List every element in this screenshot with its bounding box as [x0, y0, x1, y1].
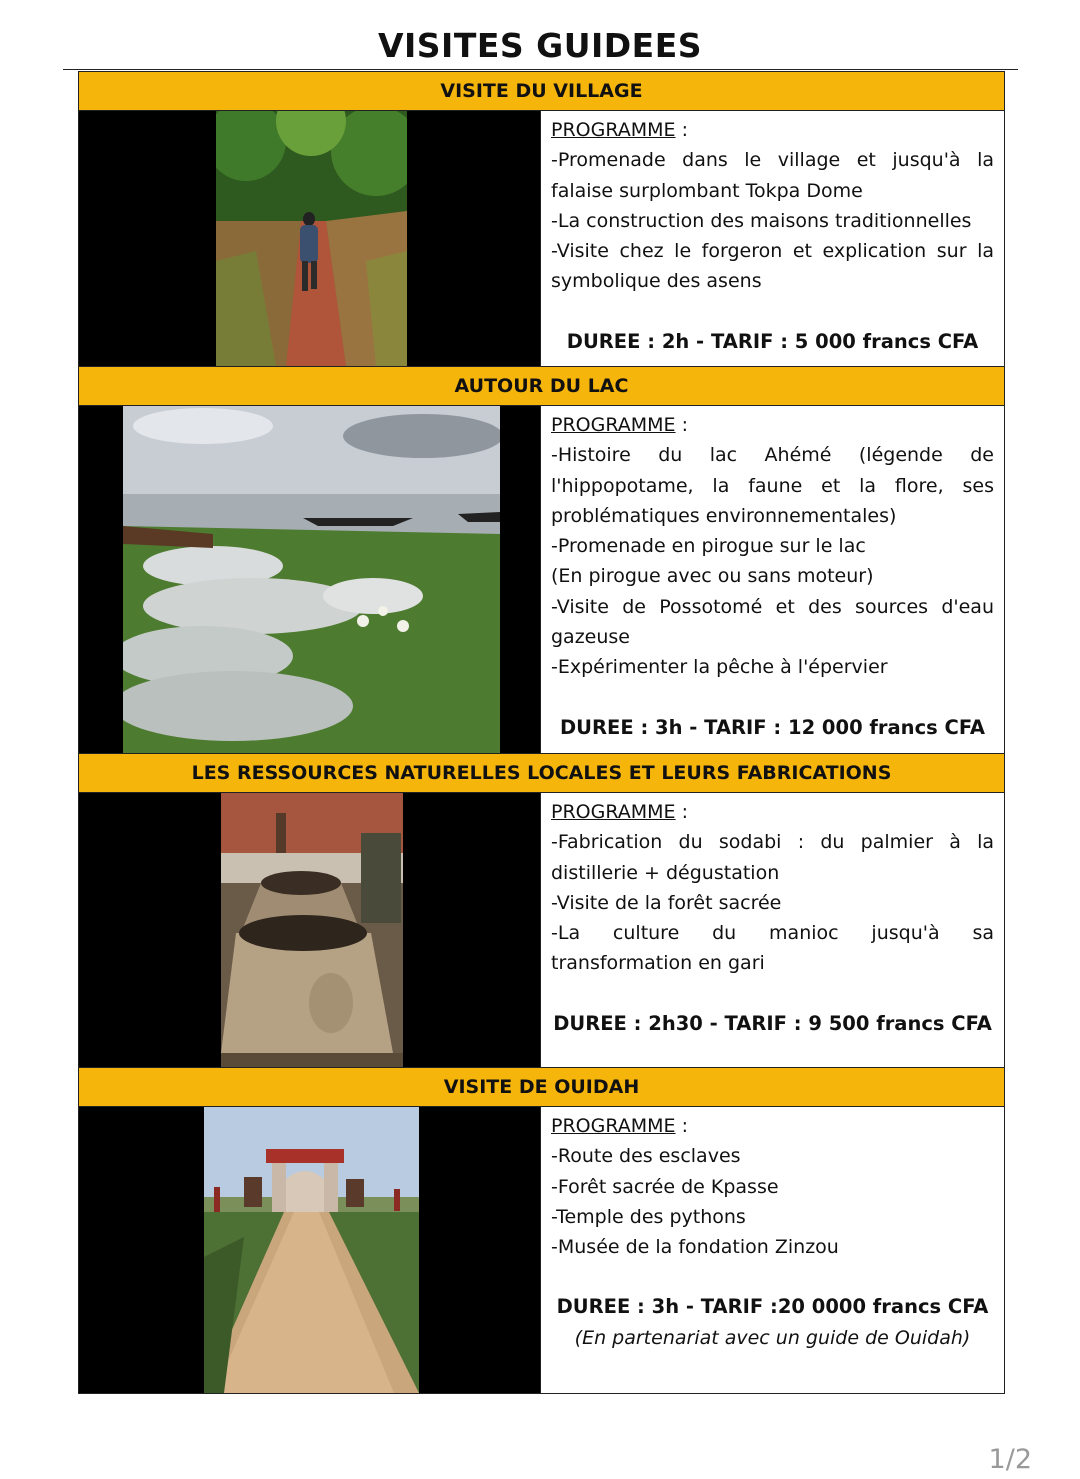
- programme-item: -Visite de la forêt sacrée: [551, 891, 782, 914]
- duree-tarif: DUREE : 2h30 - TARIF : 9 500 francs CFA: [553, 1011, 992, 1035]
- programme-text: PROGRAMME : -Promenade dans le village et jusqu'à la falaise surplombant Tokpa Dome -La construction des maisons traditionnelles -Visite chez le forgeron et explication sur la symbolique des asens DUREE : 2h - TARIF : 5 000 francs CFA: [541, 111, 1004, 366]
- section-header-village: VISITE DU VILLAGE: [79, 71, 1004, 111]
- section-row-lac: [79, 406, 1004, 753]
- programme-item: -Promenade dans le village et jusqu'à la falaise surplombant Tokpa Dome: [551, 149, 994, 202]
- programme-label: PROGRAMME: [551, 119, 676, 141]
- section-header-ressources: LES RESSOURCES NATURELLES LOCALES ET LEURS FABRICATIONS: [79, 753, 1004, 793]
- page-title: VISITES GUIDEES: [377, 26, 703, 65]
- section-header-lac: AUTOUR DU LAC: [79, 366, 1004, 406]
- programme-item: -La culture du manioc jusqu'à sa transformation en gari: [551, 922, 994, 975]
- programme-item: -Temple des pythons: [551, 1205, 746, 1228]
- section-row-ouidah: [79, 1107, 1004, 1393]
- photo-cell: [79, 793, 541, 1067]
- programme-label: PROGRAMME: [551, 414, 676, 436]
- programme-item: -Musée de la fondation Zinzou: [551, 1236, 839, 1259]
- programme-item: -Histoire du lac Ahémé (légende de l'hippopotame, la faune et la flore, ses problématiques environnementales): [551, 444, 994, 527]
- clay-oven-photo: [221, 793, 403, 1067]
- tours-table: [78, 71, 1005, 1394]
- section-header-ouidah: VISITE DE OUIDAH: [79, 1067, 1004, 1107]
- programme-item: -Expérimenter la pêche à l'épervier: [551, 656, 888, 679]
- photo-cell: [79, 111, 541, 366]
- programme-item: -Visite chez le forgeron et explication sur la symbolique des asens: [551, 240, 994, 293]
- programme-label: PROGRAMME: [551, 1115, 676, 1137]
- programme-item: -Fabrication du sodabi : du palmier à la distillerie + dégustation: [551, 831, 994, 884]
- section-row-ressources: [79, 793, 1004, 1067]
- programme-item: (En pirogue avec ou sans moteur): [551, 565, 874, 588]
- programme-text: PROGRAMME : -Histoire du lac Ahémé (légende de l'hippopotame, la faune et la flore, ses problématiques environnementales) -Promenade en pirogue sur le lac (En pirogue avec ou sans moteur) -Visite de Possotomé et des sources d'eau gazeuse -Expérimenter la pêche à l'épervier DUREE : 3h - TARIF : 12 000 francs CFA: [541, 406, 1004, 753]
- duree-tarif: DUREE : 2h - TARIF : 5 000 francs CFA: [566, 329, 979, 353]
- partner-note: (En partenariat avec un guide de Ouidah): [574, 1326, 971, 1349]
- section-row-village: [79, 111, 1004, 366]
- programme-label: PROGRAMME: [551, 801, 676, 823]
- door-of-no-return-photo: [204, 1107, 419, 1393]
- programme-item: -Route des esclaves: [551, 1145, 741, 1168]
- programme-item: -Promenade en pirogue sur le lac: [551, 535, 866, 558]
- lake-fishing-nets-photo: [123, 406, 500, 753]
- forest-path-photo: [216, 111, 407, 366]
- programme-item: -Forêt sacrée de Kpasse: [551, 1175, 779, 1198]
- duree-tarif: DUREE : 3h - TARIF :20 0000 francs CFA: [556, 1295, 989, 1319]
- title-divider: [63, 69, 1018, 70]
- programme-text: PROGRAMME : -Fabrication du sodabi : du palmier à la distillerie + dégustation -Visite de la forêt sacrée -La culture du manioc jusqu'à sa transformation en gari DUREE : 2h30 - TARIF : 9 500 francs CFA: [541, 793, 1004, 1067]
- duree-tarif: DUREE : 3h - TARIF : 12 000 francs CFA: [559, 715, 986, 739]
- page-number: 1/2: [988, 1444, 1032, 1475]
- photo-cell: [79, 406, 541, 753]
- programme-item: -La construction des maisons traditionnelles: [551, 209, 972, 232]
- programme-item: -Visite de Possotomé et des sources d'eau gazeuse: [551, 595, 994, 649]
- photo-cell: [79, 1107, 541, 1393]
- programme-text: PROGRAMME : -Route des esclaves -Forêt sacrée de Kpasse -Temple des pythons -Musée de la fondation Zinzou DUREE : 3h - TARIF :20 0000 francs CFA (En partenariat avec un guide de Ouidah): [541, 1107, 1004, 1393]
